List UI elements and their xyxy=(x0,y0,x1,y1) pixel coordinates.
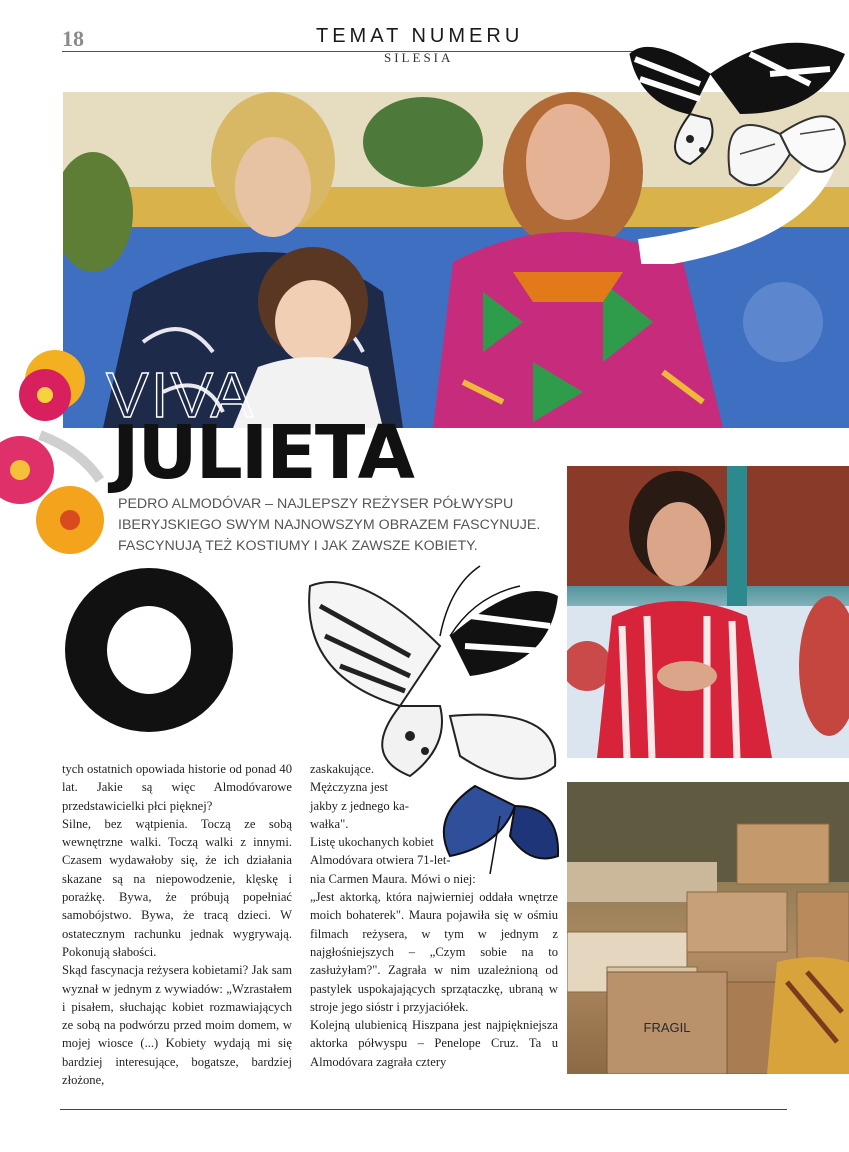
butterflies-illustration-top xyxy=(620,14,849,264)
section-title: TEMAT NUMERU xyxy=(316,25,524,47)
actress-photo xyxy=(567,466,849,758)
article-column-1 xyxy=(62,760,292,1089)
article-paragraph: Silne, bez wątpienia. Toczą ze sobą wewnętrzne walki. Toczą walki z innymi. Czasem wydawałoby się, że ich działania skazane są na niepowodzenie, klęskę i porażkę. Bywa, że próbują popełniać samobójstwo. Bywa, że tracą dzieci. W ostatecznym rachunku jednak wygrywają. Pokonują słabości. xyxy=(62,816,292,959)
article-column-2 xyxy=(310,760,558,1071)
article-paragraph: tych ostatnich opowiada historie od ponad 40 lat. Jakie są więc Almodóvarowe przedstawicielki płci pięknej? xyxy=(62,762,292,813)
article-line: nia Carmen Maura. Mówi o niej: xyxy=(310,871,476,886)
page-number: 18 xyxy=(62,26,84,51)
box-label: FRAGIL xyxy=(643,1020,691,1035)
article-paragraph: Kolejną ulubienicą Hiszpana jest najpiękniejsza aktorka półwyspu – Penelope Cruz. Ta u Almodóvara zagrała cztery xyxy=(310,1018,558,1069)
page-title: JULIETA xyxy=(112,410,413,496)
storage-photo-illustration xyxy=(567,782,849,1074)
storage-photo xyxy=(567,782,849,1074)
article-line: zaskakujące. xyxy=(310,762,374,776)
footer-rule xyxy=(60,1109,787,1110)
header-rule xyxy=(62,51,637,52)
article-paragraph: „Jest aktorką, która najwierniej oddała wnętrze moich bohaterek". Maura pojawiła się w ośmiu filmach reżysera, w tym w jednym z najgłośniejszych – „Czym sobie na to zasłużyłam?". Zagrała w nim uzależnioną od pastylek uspokajających sprzątaczkę, ubraną w stroje jego sióstr i przyjaciółek. xyxy=(310,890,558,1014)
section-subtitle: SILESIA xyxy=(384,50,454,65)
flowers-illustration xyxy=(0,340,110,565)
drop-cap xyxy=(58,562,240,738)
article-line: Mężczyzna jest xyxy=(310,780,388,795)
article-line: Listę ukochanych kobiet xyxy=(310,835,434,850)
article-paragraph: Skąd fascynacja reżysera kobietami? Jak sam wyznał w jednym z wywiadów: „Wzrastałem i pisałem, słuchając kobiet rozmawiających ze sobą na podwórzu przed moim domem, w mojej wiosce (...) Kobiety wydają mi się bardziej interesujące, bogatsze, bardziej złożone, xyxy=(62,963,292,1088)
article-line: jakby z jednego ka- xyxy=(310,798,409,813)
article-line: Almodóvara otwiera 71-let- xyxy=(310,853,451,868)
article-line: wałka". xyxy=(310,816,349,831)
title-kicker: VIVA xyxy=(106,359,256,431)
actress-photo-illustration xyxy=(567,466,849,758)
lead-paragraph: PEDRO ALMODÓVAR – NAJLEPSZY REŻYSER PÓŁWYSPU IBERYJSKIEGO SWYM NAJNOWSZYM OBRAZEM FASCYNUJE. FASCYNUJĄ TEŻ KOSTIUMY I JAK ZAWSZE KOBIETY. xyxy=(118,496,541,554)
